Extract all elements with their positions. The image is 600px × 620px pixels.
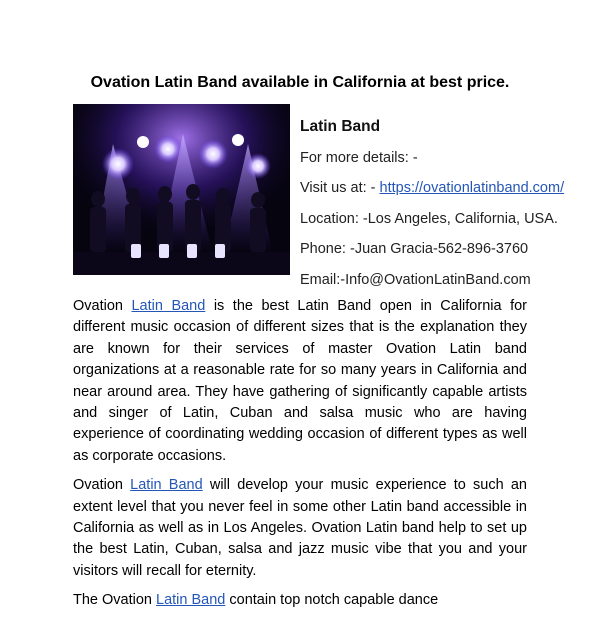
page-title: Ovation Latin Band available in California at best price. bbox=[90, 74, 510, 91]
band-stage-photo bbox=[73, 104, 290, 275]
location-line: Location: -Los Angeles, California, USA. bbox=[300, 210, 558, 227]
latin-band-link[interactable]: Latin Band bbox=[131, 298, 206, 314]
more-details-label: For more details: - bbox=[300, 149, 418, 166]
paragraph-text: will develop your music experience to such an extent level that you never feel in some other Latin band accessible in California as well as in Los Angeles. Ovation Latin band help to set up the best Latin, Cuban, salsa and jazz music vibe that you and your visitors will recall for eternity. bbox=[73, 477, 527, 579]
paragraph-text: is the best Latin Band open in California for different music occasion of different sizes that is the explanation they are known for their services of master Ovation Latin band organizations at a reasonable rate for so many years in California and near around area. They have gathering of significantly capable artists and singer of Latin, Cuban and salsa music who are having experience of coordinating wedding occasion of different types as well as corporate occasions. bbox=[73, 298, 527, 464]
paragraph-text: The Ovation bbox=[73, 592, 157, 609]
paragraph bbox=[73, 475, 527, 582]
band-name-heading: Latin Band bbox=[300, 118, 381, 135]
latin-band-link[interactable]: Latin Band bbox=[130, 477, 203, 494]
paragraph-text: contain top notch capable dance bbox=[225, 592, 439, 609]
visit-label: Visit us at: - bbox=[300, 180, 380, 196]
latin-band-link[interactable]: Latin Band bbox=[156, 592, 226, 609]
paragraph-text: Ovation bbox=[73, 477, 131, 494]
website-line bbox=[300, 173, 590, 204]
paragraph bbox=[73, 296, 527, 467]
article-body bbox=[73, 296, 527, 620]
phone-line: Phone: -Juan Gracia-562-896-3760 bbox=[300, 241, 529, 257]
band-stage-image bbox=[73, 104, 290, 275]
paragraph bbox=[73, 590, 527, 611]
paragraph-text: Ovation bbox=[73, 298, 132, 314]
website-link[interactable]: https://ovationlatinband.com/ bbox=[379, 180, 565, 196]
contact-details bbox=[300, 112, 590, 295]
email-line: Email:-Info@OvationLatinBand.com bbox=[300, 271, 531, 288]
